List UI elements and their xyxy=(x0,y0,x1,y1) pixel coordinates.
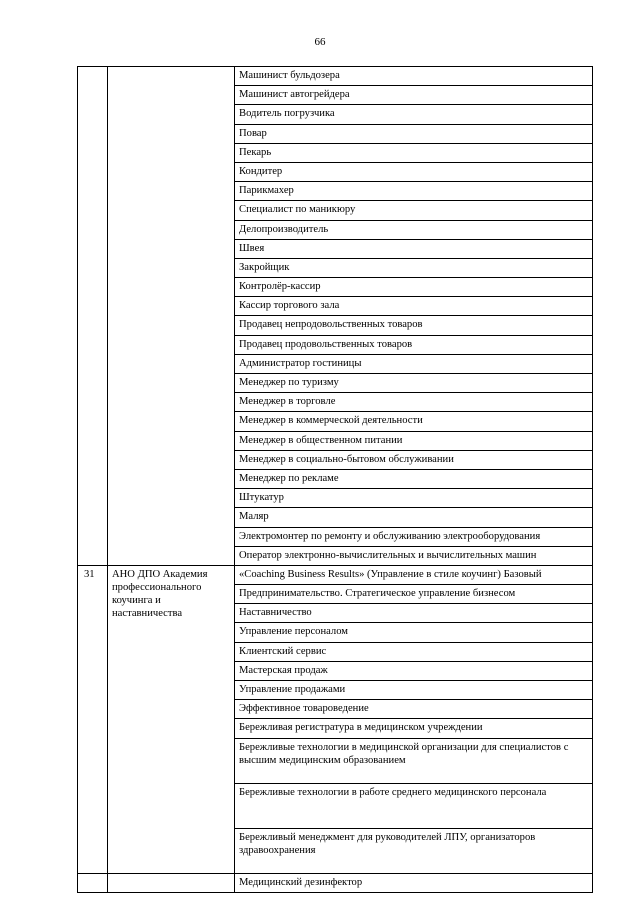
program-cell: Менеджер по рекламе xyxy=(235,469,593,488)
program-cell: Наставничество xyxy=(235,604,593,623)
program-cell: Кондитер xyxy=(235,162,593,181)
program-cell: Клиентский сервис xyxy=(235,642,593,661)
program-cell: Мастерская продаж xyxy=(235,661,593,680)
program-cell: Повар xyxy=(235,124,593,143)
program-cell: Продавец продовольственных товаров xyxy=(235,335,593,354)
organization-cell xyxy=(108,873,235,892)
table-row xyxy=(78,565,593,584)
program-cell: Электромонтер по ремонту и обслуживанию электрооборудования xyxy=(235,527,593,546)
program-cell: Медицинский дезинфектор xyxy=(235,873,593,892)
programs-table-body xyxy=(78,67,593,893)
program-cell: Бережливая регистратура в медицинском учреждении xyxy=(235,719,593,738)
program-cell: Продавец непродовольственных товаров xyxy=(235,316,593,335)
program-cell: «Coaching Business Results» (Управление в стиле коучинг) Базовый xyxy=(235,565,593,584)
program-cell: Бережливый менеджмент для руководителей ЛПУ, организаторов здравоохранения xyxy=(235,828,593,873)
program-cell: Менеджер по туризму xyxy=(235,374,593,393)
page-number: 66 xyxy=(314,36,326,48)
program-cell: Администратор гостиницы xyxy=(235,354,593,373)
program-cell: Менеджер в торговле xyxy=(235,393,593,412)
program-cell: Управление продажами xyxy=(235,681,593,700)
organization-cell xyxy=(108,67,235,566)
programs-table xyxy=(77,66,593,893)
program-cell: Водитель погрузчика xyxy=(235,105,593,124)
program-cell: Штукатур xyxy=(235,489,593,508)
row-number-cell xyxy=(78,873,108,892)
program-cell: Бережливые технологии в медицинской организации для специалистов с высшим медицинским образованием xyxy=(235,738,593,783)
table-row xyxy=(78,67,593,86)
program-cell: Парикмахер xyxy=(235,182,593,201)
program-cell: Специалист по маникюру xyxy=(235,201,593,220)
program-cell: Менеджер в социально-бытовом обслуживании xyxy=(235,450,593,469)
program-cell: Предпринимательство. Стратегическое управление бизнесом xyxy=(235,585,593,604)
organization-cell: АНО ДПО Академия профессионального коучинга и наставничества xyxy=(108,565,235,873)
program-cell: Менеджер в коммерческой деятельности xyxy=(235,412,593,431)
program-cell: Оператор электронно-вычислительных и вычислительных машин xyxy=(235,546,593,565)
program-cell: Пекарь xyxy=(235,143,593,162)
program-cell: Машинист бульдозера xyxy=(235,67,593,86)
program-cell: Эффективное товароведение xyxy=(235,700,593,719)
program-cell: Швея xyxy=(235,239,593,258)
program-cell: Контролёр-кассир xyxy=(235,278,593,297)
program-cell: Кассир торгового зала xyxy=(235,297,593,316)
program-cell: Маляр xyxy=(235,508,593,527)
program-cell: Бережливые технологии в работе среднего медицинского персонала xyxy=(235,783,593,828)
program-cell: Делопроизводитель xyxy=(235,220,593,239)
table-row xyxy=(78,873,593,892)
program-cell: Закройщик xyxy=(235,258,593,277)
program-cell: Управление персоналом xyxy=(235,623,593,642)
program-cell: Машинист автогрейдера xyxy=(235,86,593,105)
row-number-cell xyxy=(78,67,108,566)
row-number-cell: 31 xyxy=(78,565,108,873)
program-cell: Менеджер в общественном питании xyxy=(235,431,593,450)
